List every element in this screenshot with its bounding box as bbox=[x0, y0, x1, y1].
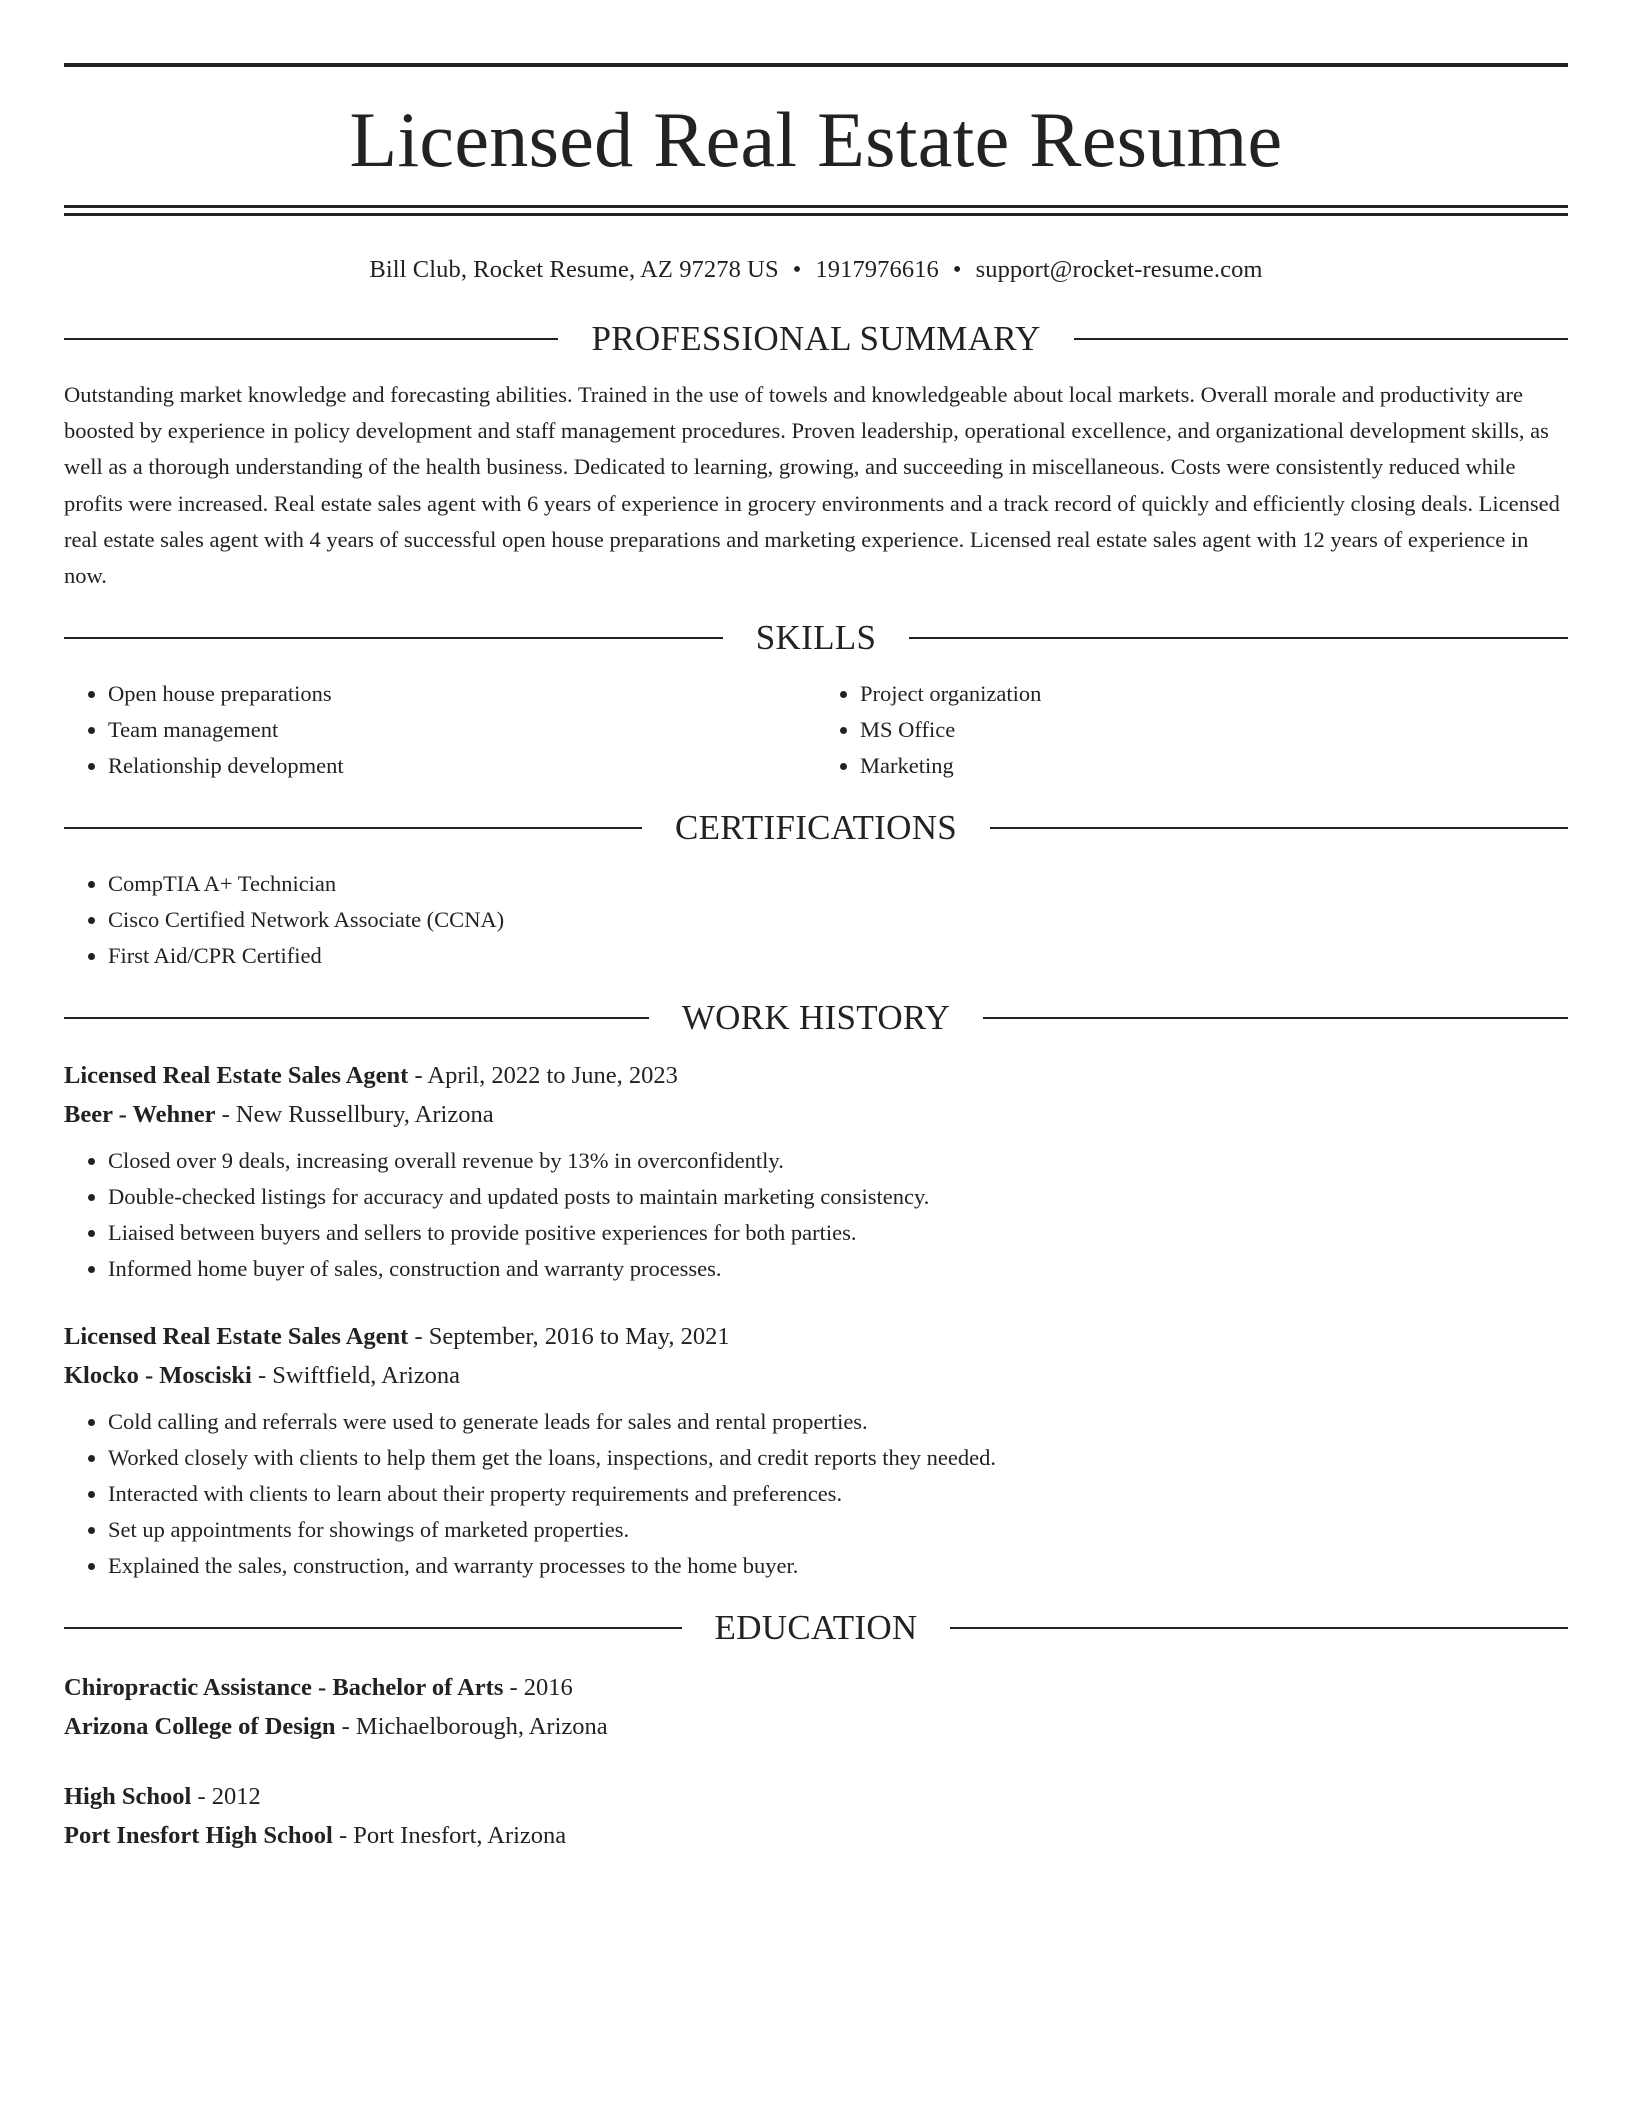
heading-rule-left bbox=[64, 827, 642, 829]
contact-address: Bill Club, Rocket Resume, AZ 97278 US bbox=[369, 256, 779, 283]
job-bullet: • Interacted with clients to learn about their property requirements and preferences. bbox=[108, 1476, 1568, 1512]
heading-rule-left bbox=[64, 338, 558, 340]
job-company-line bbox=[64, 1095, 1568, 1134]
job-bullet: • Cold calling and referrals were used to generate leads for sales and rental properties. bbox=[108, 1404, 1568, 1440]
skill-item: • Marketing bbox=[860, 748, 1568, 784]
job-bullets bbox=[64, 1404, 1568, 1584]
job-bullet: • Liaised between buyers and sellers to provide positive experiences for both parties. bbox=[108, 1215, 1568, 1251]
heading-rule-left bbox=[64, 637, 723, 639]
job-bullet: • Informed home buyer of sales, construction and warranty processes. bbox=[108, 1251, 1568, 1287]
job-title: Licensed Real Estate Sales Agent bbox=[64, 1062, 409, 1090]
job-bullets bbox=[64, 1143, 1568, 1287]
education-degree-line bbox=[64, 1668, 1568, 1707]
skill-item: • Team management bbox=[108, 712, 816, 748]
summary-text: Outstanding market knowledge and forecasting abilities. Trained in the use of towels and knowledgeable about local markets. Overall morale and productivity are boosted by experience in policy development and staff management procedures. Proven leadership, operational excellence, and organizational development skills, as well as a thorough understanding of the health business. Dedicated to learning, growing, and succeeding in miscellaneous. Costs were consistently reduced while profits were increased. Real estate sales agent with 6 years of experience in grocery environments and a track record of quickly and efficiently closing deals. Licensed real estate sales agent with 4 years of successful open house preparations and marketing experience. Licensed real estate sales agent with 12 years of experience in now. bbox=[64, 382, 1560, 589]
certifications-heading-label: CERTIFICATIONS bbox=[674, 808, 958, 848]
job-dates: - April, 2022 to June, 2023 bbox=[408, 1062, 678, 1090]
job-title-line bbox=[64, 1317, 1568, 1356]
skills-grid bbox=[64, 676, 1568, 784]
work-heading bbox=[64, 996, 1568, 1040]
job-title: Licensed Real Estate Sales Agent bbox=[64, 1323, 409, 1351]
education-location: - Michaelborough, Arizona bbox=[335, 1713, 608, 1741]
heading-rule-left bbox=[64, 1017, 649, 1019]
education-year: - 2012 bbox=[191, 1783, 261, 1811]
job-company: Beer - Wehner bbox=[64, 1101, 216, 1129]
education-heading bbox=[64, 1606, 1568, 1650]
skills-heading bbox=[64, 616, 1568, 660]
job-dates: - September, 2016 to May, 2021 bbox=[408, 1323, 730, 1351]
education-entry bbox=[64, 1668, 1568, 1746]
education-school-line bbox=[64, 1816, 1568, 1855]
skills-list-right bbox=[816, 676, 1568, 784]
heading-rule-left bbox=[64, 1627, 682, 1629]
contact-line bbox=[64, 253, 1568, 287]
job-bullet: • Closed over 9 deals, increasing overall revenue by 13% in overconfidently. bbox=[108, 1143, 1568, 1179]
job-entry bbox=[64, 1317, 1568, 1584]
skills-heading-label: SKILLS bbox=[755, 618, 877, 658]
skill-item: • MS Office bbox=[860, 712, 1568, 748]
education-heading-label: EDUCATION bbox=[714, 1608, 918, 1648]
heading-rule-right bbox=[1074, 338, 1568, 340]
contact-email: support@rocket-resume.com bbox=[975, 256, 1263, 283]
skill-item: • Project organization bbox=[860, 676, 1568, 712]
job-bullet: • Worked closely with clients to help them get the loans, inspections, and credit reports they needed. bbox=[108, 1440, 1568, 1476]
certification-item: • CompTIA A+ Technician bbox=[108, 866, 1568, 902]
heading-rule-right bbox=[990, 827, 1568, 829]
job-location: - Swiftfield, Arizona bbox=[251, 1362, 461, 1390]
education-entry bbox=[64, 1777, 1568, 1855]
resume-title: Licensed Real Estate Resume bbox=[349, 96, 1283, 183]
education-degree-line bbox=[64, 1777, 1568, 1816]
job-entry bbox=[64, 1056, 1568, 1287]
education-school: Port Inesfort High School bbox=[64, 1822, 333, 1850]
summary-heading-label: PROFESSIONAL SUMMARY bbox=[591, 319, 1041, 358]
contact-separator: • bbox=[952, 256, 962, 283]
education-degree: Chiropractic Assistance - Bachelor of Arts bbox=[64, 1674, 504, 1702]
heading-rule-right bbox=[909, 637, 1568, 639]
certifications-heading bbox=[64, 806, 1568, 850]
job-bullet: • Set up appointments for showings of marketed properties. bbox=[108, 1512, 1568, 1548]
education-year: - 2016 bbox=[503, 1674, 573, 1702]
certifications-list bbox=[64, 866, 1568, 974]
education-location: - Port Inesfort, Arizona bbox=[332, 1822, 567, 1850]
summary-heading bbox=[64, 317, 1568, 361]
contact-phone: 1917976616 bbox=[815, 256, 939, 283]
education-degree: High School bbox=[64, 1783, 192, 1811]
job-bullet: • Double-checked listings for accuracy and updated posts to maintain marketing consistency. bbox=[108, 1179, 1568, 1215]
top-rule bbox=[64, 63, 1568, 67]
education-school-line bbox=[64, 1707, 1568, 1746]
title-double-rule bbox=[64, 205, 1568, 216]
skill-item: • Relationship development bbox=[108, 748, 816, 784]
certification-item: • First Aid/CPR Certified bbox=[108, 938, 1568, 974]
job-company-line bbox=[64, 1356, 1568, 1395]
job-company: Klocko - Mosciski bbox=[64, 1362, 252, 1390]
education-school: Arizona College of Design bbox=[64, 1713, 336, 1741]
skill-item: • Open house preparations bbox=[108, 676, 816, 712]
heading-rule-right bbox=[950, 1627, 1568, 1629]
job-location: - New Russellbury, Arizona bbox=[215, 1101, 494, 1129]
certification-item: • Cisco Certified Network Associate (CCNA) bbox=[108, 902, 1568, 938]
job-bullet: • Explained the sales, construction, and warranty processes to the home buyer. bbox=[108, 1548, 1568, 1584]
contact-separator: • bbox=[792, 256, 802, 283]
job-title-line bbox=[64, 1056, 1568, 1095]
heading-rule-right bbox=[983, 1017, 1568, 1019]
work-heading-label: WORK HISTORY bbox=[681, 998, 951, 1038]
skills-list-left bbox=[64, 676, 816, 784]
